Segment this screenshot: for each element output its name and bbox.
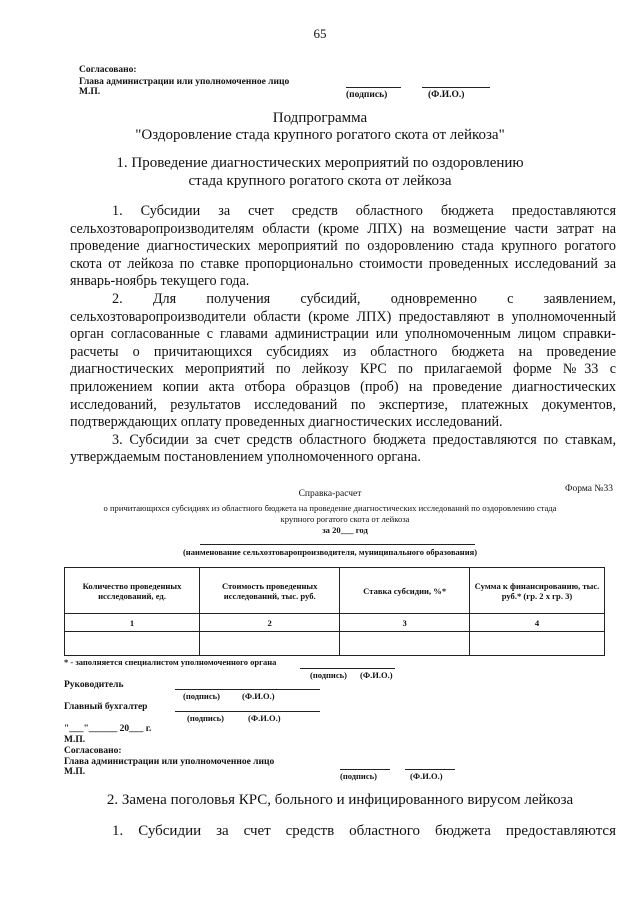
approval-name-caption: (Ф.И.О.) — [428, 90, 465, 100]
agreed-name-line — [405, 769, 455, 770]
table-empty-row — [65, 632, 605, 656]
calculation-table — [64, 567, 605, 656]
form-mp: М.П. — [64, 735, 86, 745]
approval-mp: М.П. — [79, 87, 101, 97]
producer-line — [200, 544, 475, 545]
section2-title: 2. Замена поголовья КРС, больного и инфицированного вирусом лейкоза — [106, 792, 574, 808]
head-sign-caption: (подпись) — [183, 691, 220, 701]
column-header-count: Количество проведенных исследований, ед. — [65, 568, 200, 614]
section2-body — [70, 822, 616, 841]
approval-label: Согласовано: — [79, 65, 137, 75]
section1-title-line1: 1. Проведение диагностических мероприятий по оздоровлению — [116, 155, 524, 171]
section2-paragraph-1: 1. Субсидии за счет средств областного бюджета предоставляются — [112, 823, 616, 839]
approval-sign-line — [346, 87, 401, 88]
accountant-name-caption: (Ф.И.О.) — [248, 713, 281, 723]
head-sign-line — [175, 689, 320, 690]
approval-line: Глава администрации или уполномоченное лицо — [79, 77, 290, 87]
column-header-cost: Стоимость проведенных исследований, тыс. руб. — [200, 568, 340, 614]
paragraph-1: 1. Субсидии за счет средств областного бюджета предоставляются сельхозтоваропроизводителям области (кроме ЛПХ) на возмещение части затрат на проведение диагностических мероприятий по оздоровлению стада крупного рогатого скота от лейкоза по ставке пропорционально стоимости проведенных исследований за январь-ноябрь текущего года. — [70, 203, 616, 290]
table-header-row — [65, 568, 605, 614]
subprogram-label: Подпрограмма — [272, 110, 368, 126]
column-number-4: 4 — [469, 614, 604, 632]
form-number: Форма №33 — [565, 484, 613, 494]
head-label: Руководитель — [64, 680, 124, 690]
footnote-name-caption: (Ф.И.О.) — [360, 670, 393, 680]
column-header-rate: Ставка субсидии, %* — [340, 568, 470, 614]
agreed-sign-line — [340, 769, 390, 770]
date-line: "___"______ 20___ г. — [64, 724, 152, 734]
form-agreed-mp: М.П. — [64, 767, 86, 777]
footnote-sign-caption: (подпись) — [310, 670, 347, 680]
subprogram-name: "Оздоровление стада крупного рогатого скота от лейкоза" — [135, 127, 505, 143]
form-subtitle-1: о причитающихся субсидиях из областного бюджета на проведение диагностических исследований по оздоровлению стада — [103, 503, 557, 513]
page-number: 65 — [313, 26, 327, 41]
column-header-sum: Сумма к финансированию, тыс. руб.* (гр. 2 x гр. 3) — [469, 568, 604, 614]
column-number-2: 2 — [200, 614, 340, 632]
approval-name-line — [422, 87, 490, 88]
head-name-caption: (Ф.И.О.) — [242, 691, 275, 701]
table-cell — [340, 632, 470, 656]
accountant-label: Главный бухгалтер — [64, 702, 148, 712]
approval-sign-caption: (подпись) — [346, 90, 388, 100]
accountant-sign-caption: (подпись) — [187, 713, 224, 723]
form-subtitle-2: крупного рогатого скота от лейкоза — [280, 514, 410, 524]
table-cell — [65, 632, 200, 656]
producer-caption: (наименование сельхозтоваропроизводителя, муниципального образования) — [182, 547, 478, 557]
form-footnote: * - заполняется специалистом уполномоченного органа — [64, 657, 277, 667]
section1-body — [70, 203, 616, 467]
agreed-name-caption: (Ф.И.О.) — [410, 771, 443, 781]
footnote-sign-line — [300, 668, 395, 669]
table-number-row — [65, 614, 605, 632]
section1-title-line2: стада крупного рогатого скота от лейкоза — [188, 173, 452, 189]
paragraph-3: 3. Субсидии за счет средств областного бюджета предоставляются по ставкам, утверждаемым постановлением уполномоченного органа. — [70, 431, 616, 466]
agreed-sign-caption: (подпись) — [340, 771, 377, 781]
form-period: за 20___ год — [322, 525, 368, 535]
column-number-1: 1 — [65, 614, 200, 632]
paragraph-2: 2. Для получения субсидий, одновременно с заявлением, сельхозтоваропроизводители области (кроме ЛПХ) предоставляют в уполномоченный орган согласованные с главами администрации или уполномоченным лицом справки-расчеты о причитающихся субсидиях из областного бюджета на проведение диагностических мероприятий по лейкозу КРС по прилагаемой форме №33 с приложением копии акта отбора образцов (проб) на проведение диагностических исследований, результатов исследований по экспертизе, платежных документов, подтверждающих оплату проведенных диагностических исследований. — [70, 290, 616, 431]
form-title: Справка-расчет — [298, 489, 362, 499]
table-cell — [200, 632, 340, 656]
column-number-3: 3 — [340, 614, 470, 632]
form-agreed-label: Согласовано: — [64, 746, 122, 756]
accountant-sign-line — [175, 711, 320, 712]
form-agreed-line: Глава администрации или уполномоченное лицо — [64, 757, 275, 767]
table-cell — [469, 632, 604, 656]
